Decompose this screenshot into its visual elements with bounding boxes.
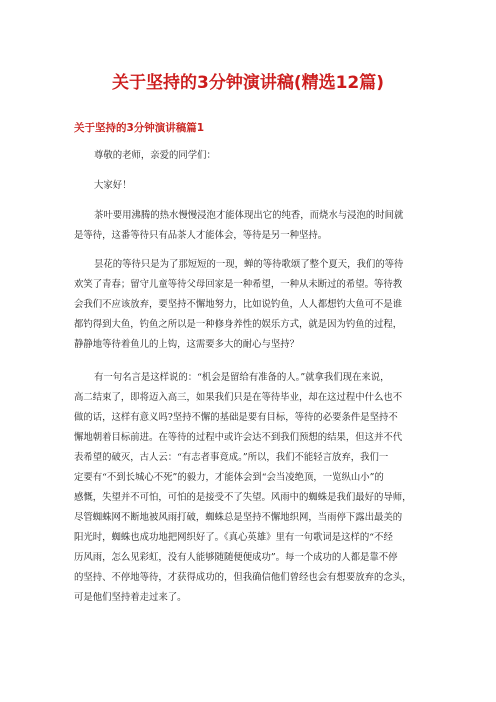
text-line: 大家好！	[94, 180, 132, 191]
text-line: 静静地等待着鱼儿的上钩，这需要多大的耐心与坚持？	[74, 339, 300, 350]
text-line: 尽管蜘蛛网不断地被风雨打破，蜘蛛总是坚持不懈地织网，当雨停下露出最美的	[74, 512, 403, 523]
text-line: 是等待，这番等待只有品茶人才能体会，等待是另一种坚持。	[74, 230, 328, 241]
text-line: 的坚持、不停地等待，才获得成功的，但我确信他们曾经也会有想要放弃的念头，	[74, 572, 412, 583]
text-line: 有一句名言是这样说的：“机会是留给有准备的人。”就拿我们现在来说，	[94, 372, 390, 383]
paragraph-quote	[74, 368, 422, 608]
text-line: 做的话，这样有意义吗?坚持不懈的基础是要有目标，等待的必要条件是坚持不	[74, 412, 398, 423]
paragraph-hello	[94, 176, 422, 196]
text-line: 欢笑了青春；留守儿童等待父母回家是一种希望，一种从未断过的希望。等待教	[74, 279, 403, 290]
text-line: 阳光时，蜘蛛也成功地把网织好了。《真心英雄》里有一句歌词是这样的“不经	[74, 532, 393, 543]
section-heading: 关于坚持的3分钟演讲稿篇1	[74, 122, 205, 134]
paragraph-waiting	[74, 255, 422, 355]
text-line: 感慨，失望并不可怕，可怕的是接受不了失望。风雨中的蜘蛛是我们最好的导师，	[74, 492, 412, 503]
document-title: 关于坚持的3分钟演讲稿(精选12篇)	[111, 73, 385, 93]
text-line: 懈地朝着目标前进。在等待的过程中或许会达不到我们预想的结果，但这并不代	[74, 432, 403, 443]
text-line: 都钓得到大鱼，钓鱼之所以是一种修身养性的娱乐方式，就是因为钓鱼的过程，	[74, 319, 403, 330]
text-line: 昙花的等待只是为了那短短的一现，蝉的等待歌颂了整个夏天，我们的等待	[94, 259, 404, 270]
text-line: 尊敬的老师，亲爱的同学们：	[94, 150, 216, 161]
text-line: 历风雨，怎么见彩虹，没有人能够随随便便成功”。每一个成功的人都是靠不停	[74, 552, 398, 563]
text-line: 可是他们坚持着走过来了。	[74, 592, 187, 603]
paragraph-tea	[74, 206, 422, 246]
text-line: 定要有“不到长城心不死”的毅力，才能体会到“会当凌绝顶，一览纵山小”的	[74, 472, 384, 483]
paragraph-greeting	[94, 146, 422, 166]
text-line: 高二结束了，即将迈入高三，如果我们只是在等待毕业，却在这过程中什么也不	[74, 392, 403, 403]
text-line: 会我们不应该放弃，要坚持不懈地努力，比如说钓鱼，人人都想钓大鱼可不是谁	[74, 299, 403, 310]
text-line: 表希望的破灭，古人云：“有志者事竟成。”所以，我们不能轻言放弃，我们一	[74, 452, 389, 463]
text-line: 茶叶要用沸腾的热水慢慢浸泡才能体现出它的纯香，而烧水与浸泡的时间就	[94, 210, 404, 221]
